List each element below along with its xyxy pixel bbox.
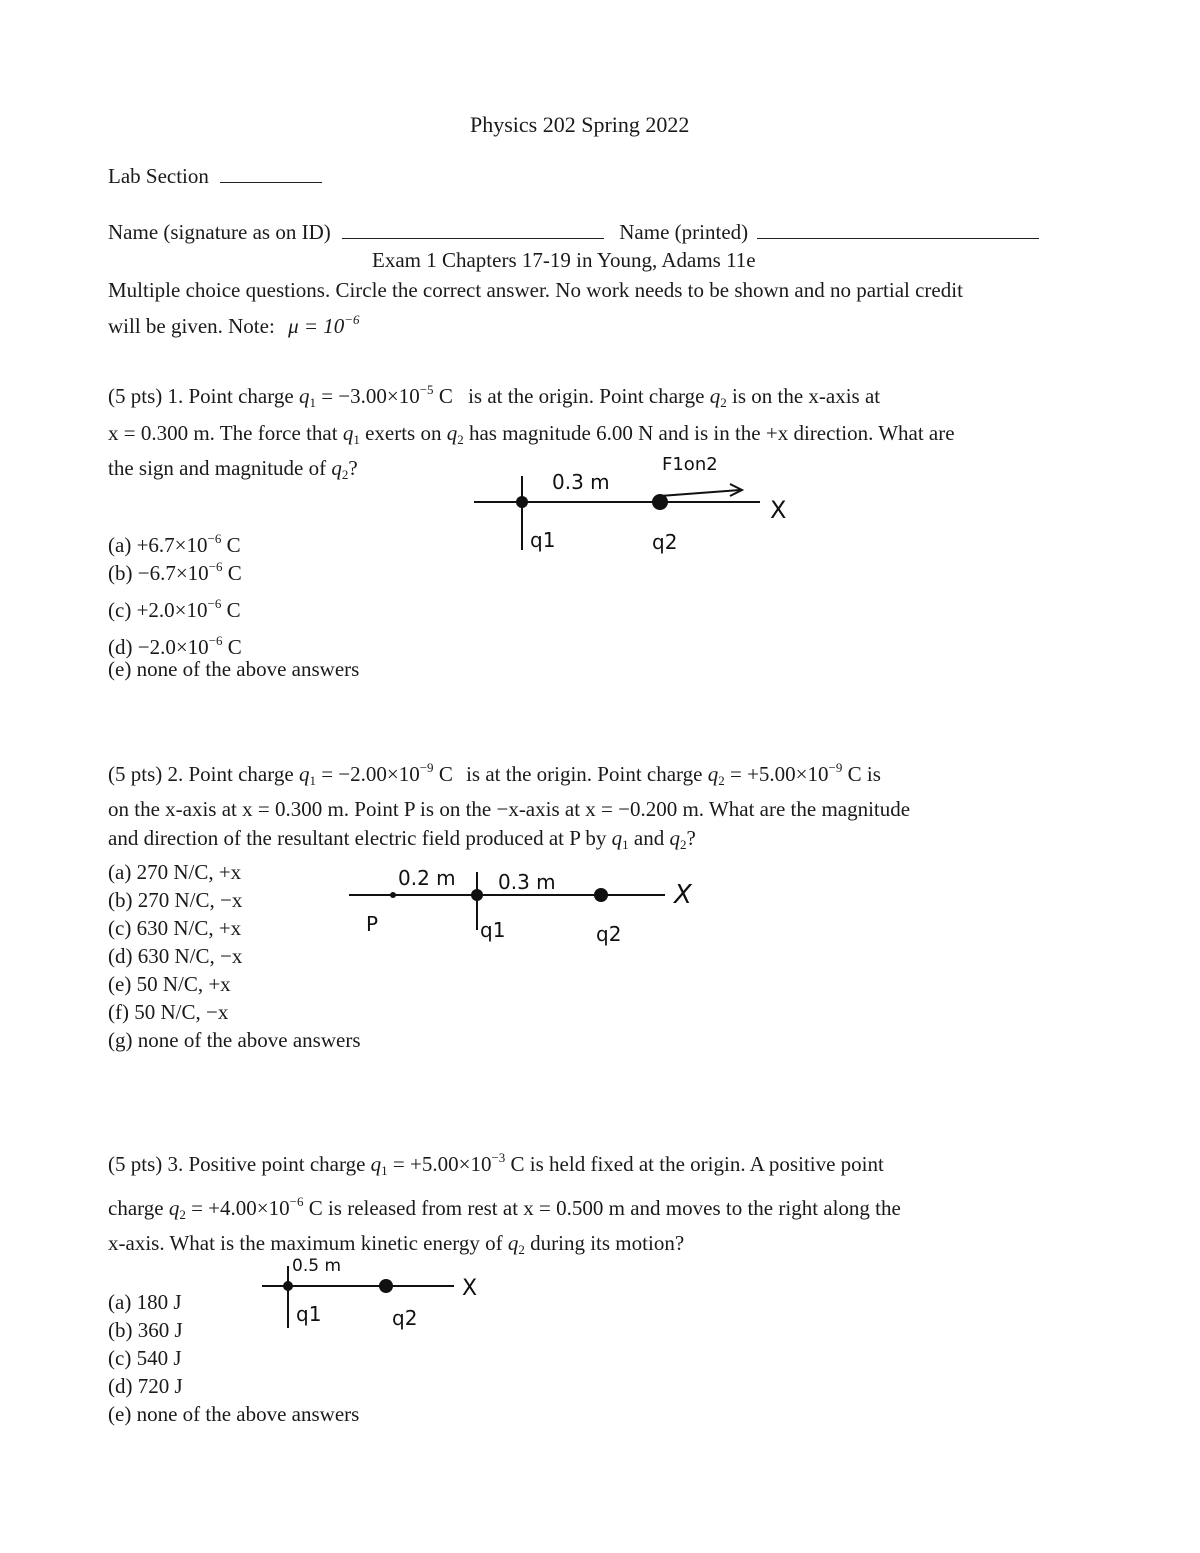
q2-line-1: (5 pts) 2. Point charge $q_1 = -2.00\times 10^{-9}$ C is at the origin. Point charge $q_2 = +5.00\times 10^{-9}$ C is (108, 760, 881, 788)
q2-sketch-axis-label: X (674, 880, 692, 910)
lab-section-field[interactable] (220, 164, 322, 183)
q1-sketch-axis-label: X (770, 496, 787, 524)
q1-option-b[interactable]: $(b) -6.7\times 10^{-6}$ C (108, 559, 242, 585)
q3-options (108, 1288, 359, 1428)
q2-option-a[interactable]: (a) 270 N/C, +x (108, 860, 242, 884)
q3-option-a[interactable]: (a) 180 J (108, 1290, 182, 1314)
q2-sketch-label-q2: q2 (596, 922, 622, 946)
q1-option-a[interactable]: $(a) +6.7\times 10^{-6}$ C (108, 531, 241, 557)
q3-sketch-dist: 0.5 m (292, 1256, 341, 1276)
instructions-line-1: Multiple choice questions. Circle the correct answer. No work needs to be shown and no partial credit (108, 278, 963, 302)
name-printed-label: Name (printed) (619, 220, 749, 244)
q1-option-e[interactable]: (e) none of the above answers (108, 657, 360, 681)
q1-sketch-dist: 0.3 m (552, 470, 610, 494)
q1-option-d[interactable]: $(d) -2.0\times 10^{-6}$ C (108, 633, 242, 659)
q1-sketch-force-label: F1on2 (662, 454, 718, 475)
q3-option-c[interactable]: (c) 540 J (108, 1346, 182, 1370)
q1-sketch (470, 460, 800, 560)
q3-sketch-charge-q2 (379, 1279, 393, 1293)
q3-sketch-label-q1: q1 (296, 1302, 322, 1326)
q1-line-3: the sign and magnitude of $q_2$? (108, 456, 358, 482)
q2-sketch-point-p (390, 892, 396, 898)
q1-sketch-label-q1: q1 (530, 528, 556, 552)
q2-options (108, 858, 361, 1054)
lab-section-row (108, 164, 322, 189)
q2-option-c[interactable]: (c) 630 N/C, +x (108, 916, 242, 940)
q1-sketch-label-q2: q2 (652, 530, 678, 554)
q1-line-2: x = 0.300 m. The force that $q_1$ exerts on $q_2$ has magnitude 6.00 N and is in the +x direction. What are (108, 421, 955, 447)
q2-line-2: on the x-axis at x = 0.300 m. Point P is on the −x-axis at x = −0.200 m. What are the magnitude (108, 797, 911, 821)
q2-sketch-label-p: P (366, 912, 379, 936)
q3-sketch-axis-label: X (462, 1276, 478, 1301)
name-signature-label: Name (signature as on ID) (108, 220, 331, 244)
q3-line-3: x-axis. What is the maximum kinetic energy of $q_2$ during its motion? (108, 1231, 685, 1257)
q2-sketch-charge-q2 (594, 888, 608, 902)
q2-option-b[interactable]: (b) 270 N/C, −x (108, 888, 243, 912)
name-printed-field[interactable] (757, 220, 1039, 239)
q2-sketch-dist2: 0.3 m (498, 870, 556, 894)
mu-note: $\mu = 10^{-6}$ (288, 312, 360, 338)
q1-options (108, 525, 359, 683)
page-title: Physics 202 Spring 2022 (470, 112, 690, 137)
q1-sketch-force-arrow (660, 490, 740, 496)
q3-sketch-label-q2: q2 (392, 1306, 418, 1330)
q3-line-2: charge $q_2 = +4.00\times 10^{-6}$ C is released from rest at x = 0.500 m and moves to the right along the (108, 1194, 901, 1222)
name-signature-field[interactable] (342, 220, 604, 239)
q3-option-d[interactable]: (d) 720 J (108, 1374, 183, 1398)
q1-option-c[interactable]: $(c) +2.0\times 10^{-6}$ C (108, 596, 241, 622)
q3-option-b[interactable]: (b) 360 J (108, 1318, 183, 1342)
exam-line: Exam 1 Chapters 17-19 in Young, Adams 11e (372, 248, 756, 272)
q1-sketch-charge-q1 (516, 496, 528, 508)
lab-section-label: Lab Section (108, 164, 209, 188)
q2-line-3: and direction of the resultant electric field produced at P by $q_1$ and $q_2$? (108, 826, 696, 852)
q2-sketch-charge-q1 (471, 889, 483, 901)
q3-option-e[interactable]: (e) none of the above answers (108, 1402, 360, 1426)
q3-line-1: (5 pts) 3. Positive point charge $q_1 = +5.00\times 10^{-3}$ C is held fixed at the origin. A positive point (108, 1150, 884, 1178)
instructions-line-2: will be given. Note: $\mu = 10^{-6}$ (108, 312, 360, 338)
q2-sketch-dist1: 0.2 m (398, 866, 456, 890)
name-row (108, 220, 1039, 245)
q2-sketch-label-q1: q1 (480, 918, 506, 942)
q2-option-e[interactable]: (e) 50 N/C, +x (108, 972, 231, 996)
q2-option-d[interactable]: (d) 630 N/C, −x (108, 944, 243, 968)
q2-option-f[interactable]: (f) 50 N/C, −x (108, 1000, 229, 1024)
q2-option-g[interactable]: (g) none of the above answers (108, 1028, 361, 1052)
q1-line-1: (5 pts) 1. Point charge $q_1 = -3.00\times 10^{-5}$ C is at the origin. Point charge $q_2$ is on the x-axis at (108, 382, 881, 410)
